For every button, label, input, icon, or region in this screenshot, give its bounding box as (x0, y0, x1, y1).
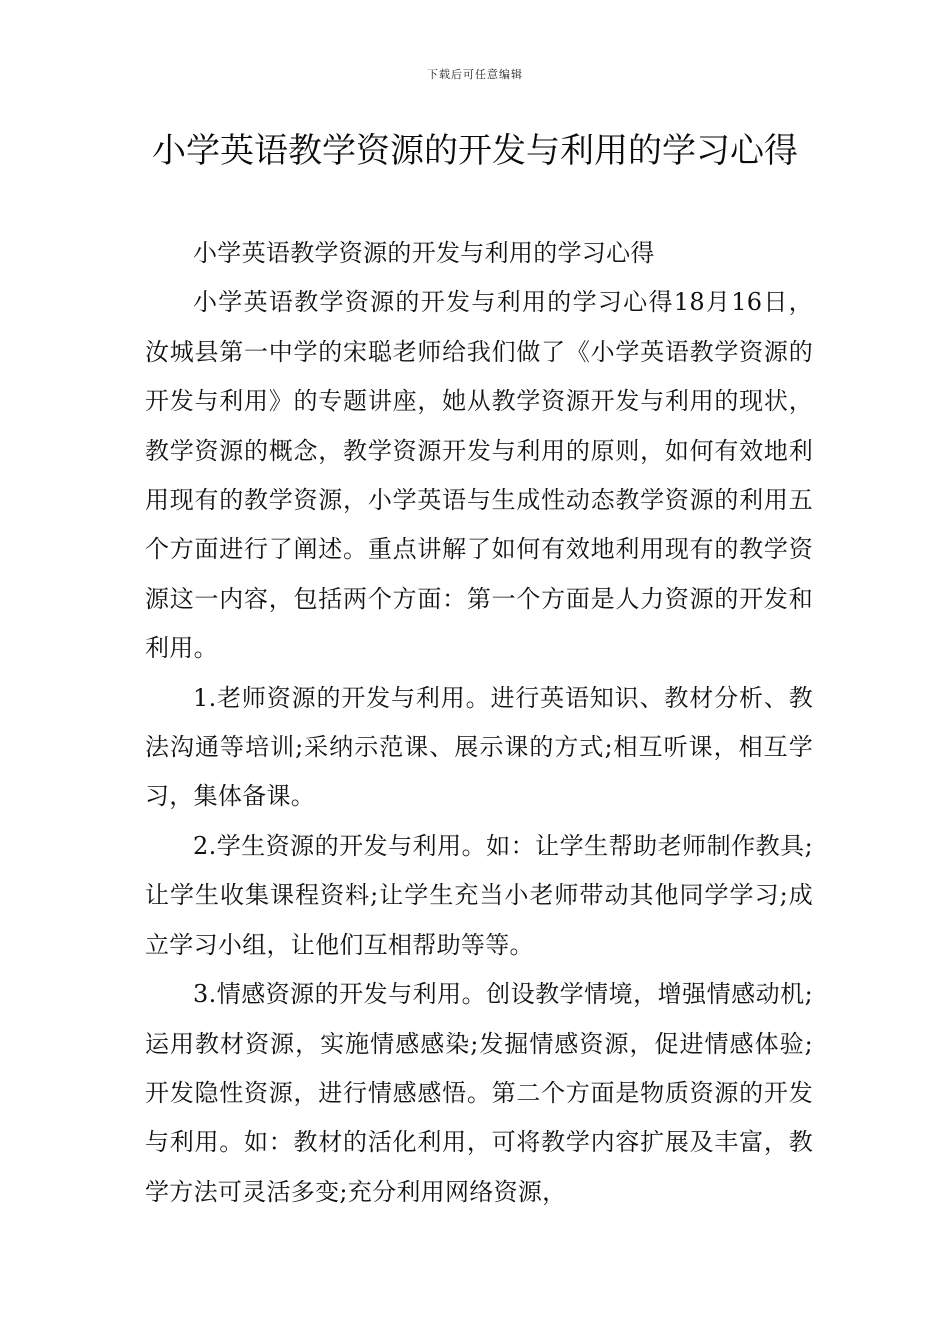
document-body (145, 229, 813, 1217)
paragraph-item-2: 2.学生资源的开发与利用。如：让学生帮助老师制作教具;让学生收集课程资料;让学生充当小老师带动其他同学学习;成立学习小组，让他们互相帮助等等。 (145, 831, 813, 959)
paragraph-intro: 小学英语教学资源的开发与利用的学习心得18月16日，汝城县第一中学的宋聪老师给我们做了《小学英语教学资源的开发与利用》的专题讲座，她从教学资源开发与利用的现状，教学资源的概念，教学资源开发与利用的原则，如何有效地利用现有的教学资源，小学英语与生成性动态教学资源的利用五个方面进行了阐述。重点讲解了如何有效地利用现有的教学资源这一内容，包括两个方面：第一个方面是人力资源的开发和利用。 (145, 288, 813, 663)
paragraph-item-1: 1.老师资源的开发与利用。进行英语知识、教材分析、教法沟通等培训;采纳示范课、展示课的方式;相互听课，相互学习，集体备课。 (145, 683, 813, 811)
paragraph-subtitle: 小学英语教学资源的开发与利用的学习心得 (193, 239, 655, 267)
document-title: 小学英语教学资源的开发与利用的学习心得 (152, 131, 798, 171)
header-note: 下载后可任意编辑 (427, 68, 523, 81)
paragraph-item-3: 3.情感资源的开发与利用。创设教学情境，增强情感动机;运用教材资源，实施情感感染;发掘情感资源，促进情感体验;开发隐性资源，进行情感感悟。第二个方面是物质资源的开发与利用。如：教材的活化利用，可将教学内容扩展及丰富，教学方法可灵活多变;充分利用网络资源， (145, 980, 813, 1206)
